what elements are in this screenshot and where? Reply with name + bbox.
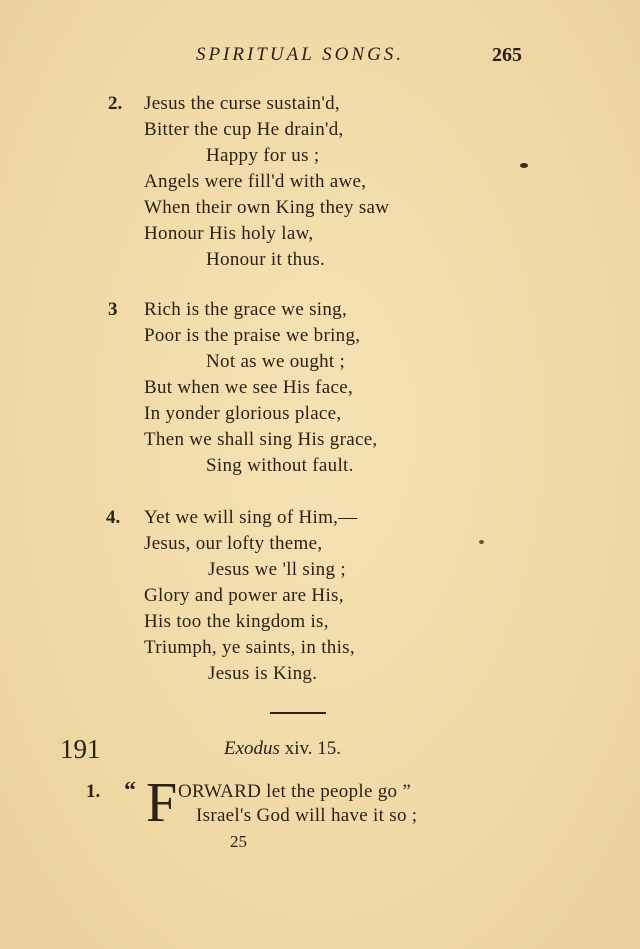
verse-line: Honour His holy law,	[144, 223, 314, 244]
verse-line: Honour it thus.	[206, 249, 326, 270]
verse-line: Jesus is King.	[208, 663, 318, 684]
verse-line: His too the kingdom is,	[144, 611, 329, 632]
verse-line: Bitter the cup He drain'd,	[144, 119, 344, 140]
verse-number: 3	[108, 299, 118, 320]
signature-mark: 25	[230, 832, 247, 851]
hymn-number: 191	[60, 734, 101, 764]
verse-number: 1.	[86, 781, 101, 802]
opening-quote: “	[124, 778, 137, 804]
verse-line: In yonder glorious place,	[144, 403, 342, 424]
verse-line: Yet we will sing of Him,—	[144, 507, 358, 528]
verse-line: Jesus we 'll sing ;	[208, 559, 346, 580]
verse-line: Sing without fault.	[206, 455, 354, 476]
verse-line: Glory and power are His,	[144, 585, 344, 606]
verse-number: 4.	[106, 507, 121, 528]
verse-line: When their own King they saw	[144, 197, 390, 218]
verse-line: But when we see His face,	[144, 377, 354, 398]
ink-speck	[479, 540, 484, 544]
verse-line: Triumph, ye saints, in this,	[144, 637, 355, 658]
verse-line: Jesus, our lofty theme,	[144, 533, 323, 554]
verse-number: 2.	[108, 93, 123, 114]
verse-line: Not as we ought ;	[206, 351, 346, 372]
running-header: SPIRITUAL SONGS.	[195, 44, 405, 65]
section-divider	[270, 712, 326, 714]
page-number: 265	[492, 44, 522, 66]
verse-line: Israel's God will have it so ;	[196, 805, 418, 826]
drop-cap: F	[146, 772, 178, 834]
verse-line: Angels were fill'd with awe,	[144, 171, 367, 192]
verse-line: ORWARD let the people go ”	[178, 781, 412, 802]
verse-line: Then we shall sing His grace,	[144, 429, 378, 450]
verse-line: Rich is the grace we sing,	[144, 299, 348, 320]
verse-line: Jesus the curse sustain'd,	[144, 93, 340, 114]
scripture-reference	[224, 738, 341, 760]
verse-line: Happy for us ;	[206, 145, 320, 166]
ink-speck	[520, 163, 528, 168]
scripture-chapter-verse: xiv. 15.	[279, 738, 341, 759]
scripture-book: Exodus	[224, 738, 280, 759]
verse-line: Poor is the praise we bring,	[144, 325, 361, 346]
